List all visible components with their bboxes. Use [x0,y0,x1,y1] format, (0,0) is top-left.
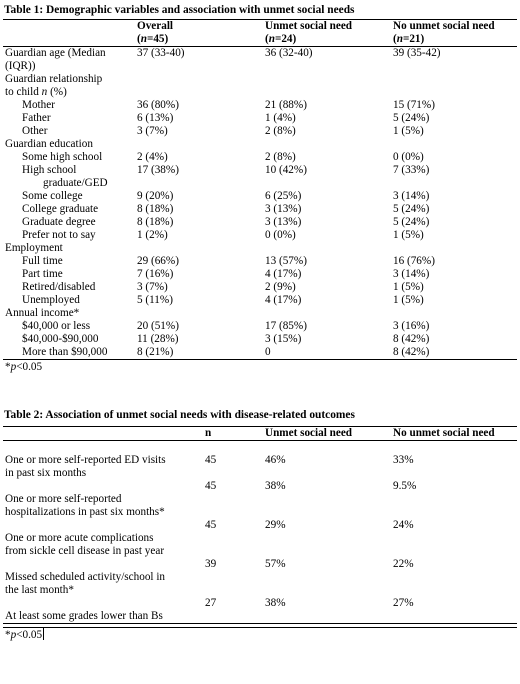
table1-row [3,47,517,61]
table1-cell [391,177,517,190]
table1-cell: 36 (32-40) [265,47,313,59]
table2-cell [203,571,263,584]
table1-row [3,112,517,125]
table1-cell [135,86,263,99]
table2-cell [391,571,517,584]
table2-row-label [3,597,203,610]
table2-cell [391,467,517,480]
table1-row-label: Some high school [22,151,103,163]
table2-cell [391,610,517,624]
table1-row [3,164,517,177]
table2-cell: 45 [205,454,217,466]
table1 [3,19,517,359]
table2-cell: 9.5% [393,480,417,492]
table1-row-label: Mother [22,99,55,111]
table1-row-label: Unemployed [22,294,80,306]
table1-cell: 2 (4%) [137,151,168,163]
table1-cell: 3 (14%) [393,190,430,202]
table1-cell: 5 (11%) [137,294,173,306]
table1-header-n-row [3,33,517,47]
table1-cell: 3 (13%) [265,216,302,228]
table1-cell: 9 (20%) [137,190,174,202]
table2-cell: 57% [265,558,286,570]
table1-cell: 8 (21%) [137,346,174,358]
table1-cell: 11 (28%) [137,333,179,345]
table2-cell: 38% [265,597,286,609]
table1-row-label: Guardian relationship [5,73,103,85]
table1-cell: 3 (13%) [265,203,302,215]
table2-header-row [3,427,517,441]
table1-row [3,203,517,216]
table2-cell [263,545,391,558]
table2-header-cell: n [205,427,212,439]
table1-row-label: College graduate [22,203,99,215]
table2-row [3,571,517,584]
table2-row-label: hospitalizations in past six months* [5,506,165,518]
table2-row [3,506,517,519]
table2-row [3,597,517,610]
table1-cell: 0 (0%) [265,229,296,241]
table1-row-label: Some college [22,190,83,202]
table1-row-label: $40,000-$90,000 [22,333,99,345]
table2-cell [203,506,263,519]
table2-cell [391,493,517,506]
table1-cell [135,60,263,73]
table1-row [3,216,517,229]
text-cursor [43,628,44,640]
table2-row [3,519,517,532]
table1-row-label: (IQR)) [5,60,36,72]
table1-cell: 5 (24%) [393,216,430,228]
table2-title: Table 2: Association of unmet social needs with disease-related outcomes [4,409,355,421]
table1-cell [391,86,517,99]
table1-row-label: Annual income* [5,307,80,319]
table1-row-label: graduate/GED [43,177,108,189]
table1-cell [391,73,517,86]
table1-row-label: Guardian age (Median [5,47,106,59]
table1-header-cell: Unmet social need [265,20,353,32]
document-page [3,3,517,643]
table2-row-label [3,519,203,532]
table2-cell [203,545,263,558]
table1-cell: 6 (25%) [265,190,302,202]
table2-row [3,532,517,545]
table1-cell: 7 (33%) [393,164,430,176]
table1-row [3,307,517,320]
table2-cell: 39 [205,558,217,570]
table2-row-label [3,480,203,493]
table1-cell [135,138,263,151]
table1-cell: 0 (0%) [393,151,424,163]
table1-cell [263,242,391,255]
table1-header-n-cell: (n=21) [393,33,425,45]
table2-header-cell: No unmet social need [393,427,495,439]
table2-row [3,467,517,480]
table2-row-label: the last month* [5,584,74,596]
table1-cell: 13 (57%) [265,255,307,267]
table1-cell: 2 (8%) [265,151,296,163]
table1-title: Table 1: Demographic variables and association with unmet social needs [4,4,355,16]
table2-cell [203,584,263,597]
table1-row-label: Graduate degree [22,216,96,228]
table2-cell [203,493,263,506]
table2-cell [391,584,517,597]
footnote-rest: <0.05 [16,629,43,641]
table1-cell: 5 (24%) [393,203,430,215]
table1-cell: 8 (18%) [137,216,174,228]
table1-row [3,333,517,346]
table1-cell: 36 (80%) [137,99,179,111]
table2-cell [263,506,391,519]
table2-footnote [3,627,517,643]
table2-cell [263,493,391,506]
table1-cell: 16 (76%) [393,255,435,267]
table1-cell: 1 (5%) [393,294,424,306]
table2-cell: 27 [205,597,217,609]
table1-row-label: Part time [22,268,63,280]
table2-cell [391,545,517,558]
footnote-symbol: * [5,629,11,641]
table1-row-label: Retired/disabled [22,281,96,293]
table1-cell [263,307,391,320]
table2-cell [203,610,263,624]
table1-cell: 1 (5%) [393,125,424,137]
table1-row-label: Employment [5,242,63,254]
table1-cell: 20 (51%) [137,320,179,332]
table2-row-label [3,558,203,571]
table1-row [3,86,517,99]
table1-cell: 21 (88%) [265,99,307,111]
table1-cell: 4 (17%) [265,268,302,280]
table1-cell: 4 (17%) [265,294,302,306]
table2-row-label: in past six months [5,467,87,479]
table1-cell: 3 (14%) [393,268,430,280]
table1-cell: 17 (85%) [265,320,307,332]
table1-header-n-cell [3,33,135,47]
table2-cell: 38% [265,480,286,492]
table2-cell [263,532,391,545]
table1-row [3,151,517,164]
table1-cell: 17 (38%) [137,164,179,176]
table2-cell [263,610,391,624]
table1-row [3,138,517,151]
table2-row [3,558,517,571]
table1-cell [263,177,391,190]
table1-row [3,125,517,138]
table2-cell: 45 [205,519,217,531]
table1-row-label: Guardian education [5,138,93,150]
table2-row [3,545,517,558]
table1-cell: 8 (18%) [137,203,174,215]
table1-cell [135,242,263,255]
table1-header-cell: No unmet social need [393,20,495,32]
table2-row-label: Missed scheduled activity/school in [5,571,166,583]
table2-row-label: from sickle cell disease in past year [5,545,165,557]
table1-cell: 5 (24%) [393,112,430,124]
table1-cell: 10 (42%) [265,164,307,176]
footnote-p: p [10,361,17,373]
table1-cell: 39 (35-42) [393,47,441,59]
footnote-symbol: * [5,361,11,373]
footnote-p: p [10,629,17,641]
table1-cell: 0 [265,346,271,358]
table1-row [3,294,517,307]
table2-cell: 22% [393,558,414,570]
table1-cell: 2 (8%) [265,125,296,137]
table1-cell [135,73,263,86]
table1-cell: 29 (66%) [137,255,179,267]
table1-cell [263,86,391,99]
table1-row [3,268,517,281]
table1-row-label: $40,000 or less [22,320,91,332]
table1-cell: 8 (42%) [393,346,430,358]
table1-cell [263,60,391,73]
table2-header-cell: Unmet social need [265,427,353,439]
table1-row [3,73,517,86]
table1-row-label: Father [22,112,51,124]
table1-cell [391,307,517,320]
table2-cell: 33% [393,454,414,466]
table1-row-label: Full time [22,255,63,267]
table1-footnote [3,359,517,375]
table2-cell: 29% [265,519,286,531]
table1-cell: 1 (2%) [137,229,168,241]
table2-row [3,584,517,597]
table2-row-label: At least some grades lower than Bs [5,610,163,622]
table1-row [3,242,517,255]
table1-header-cell [3,20,135,34]
table1-header-n-cell: (n=24) [265,33,297,45]
table2-row [3,480,517,493]
table2-cell [203,532,263,545]
table1-row [3,346,517,359]
table2 [3,426,517,624]
table1-row [3,60,517,73]
table1-row-label: Prefer not to say [22,229,96,241]
table2-row [3,610,517,624]
table1-cell: 37 (33-40) [137,47,185,59]
table2-row-label: One or more self-reported [5,493,122,505]
table2-cell [263,584,391,597]
table1-cell [135,177,263,190]
table1-row [3,99,517,112]
table1-row-label: Other [22,125,48,137]
table2-cell [263,467,391,480]
table2-header-cell [3,427,203,441]
table1-cell: 2 (9%) [265,281,296,293]
table1-row-label: High school [22,164,77,176]
table1-cell [263,138,391,151]
table1-header-n-cell: (n=45) [137,33,169,45]
table1-cell: 15 (71%) [393,99,435,111]
table2-spacer [3,441,517,455]
table1-row [3,177,517,190]
table1-cell [135,307,263,320]
table2-cell: 45 [205,480,217,492]
table1-cell: 1 (5%) [393,281,424,293]
table1-row-label: More than $90,000 [22,346,108,358]
table2-row-label: One or more acute complications [5,532,154,544]
spacer-cell [3,441,517,455]
table1-cell [391,138,517,151]
table1-cell: 3 (7%) [137,125,168,137]
table1-row [3,255,517,268]
table2-cell [391,532,517,545]
table2-row-label: One or more self-reported ED visits [5,454,166,466]
table2-cell [263,571,391,584]
table1-cell: 3 (15%) [265,333,302,345]
table1-row [3,229,517,242]
table2-cell: 27% [393,597,414,609]
table2-cell: 46% [265,454,286,466]
table1-header-row [3,20,517,34]
table1-cell: 6 (13%) [137,112,174,124]
table1-cell: 1 (5%) [393,229,424,241]
table2-row [3,454,517,467]
table2-cell [391,506,517,519]
table1-cell [391,242,517,255]
table1-cell: 3 (7%) [137,281,168,293]
table2-cell [203,467,263,480]
footnote-rest: <0.05 [16,361,43,373]
table1-cell: 1 (4%) [265,112,296,124]
table1-header-cell: Overall [137,20,174,32]
table1-cell [263,73,391,86]
table1-row [3,320,517,333]
table1-cell: 7 (16%) [137,268,174,280]
table1-row-label: to child n (%) [5,86,67,98]
table1-cell [391,60,517,73]
table1-cell: 3 (16%) [393,320,430,332]
table1-row [3,190,517,203]
table1-cell: 8 (42%) [393,333,430,345]
table1-row [3,281,517,294]
table2-cell: 24% [393,519,414,531]
table2-row [3,493,517,506]
